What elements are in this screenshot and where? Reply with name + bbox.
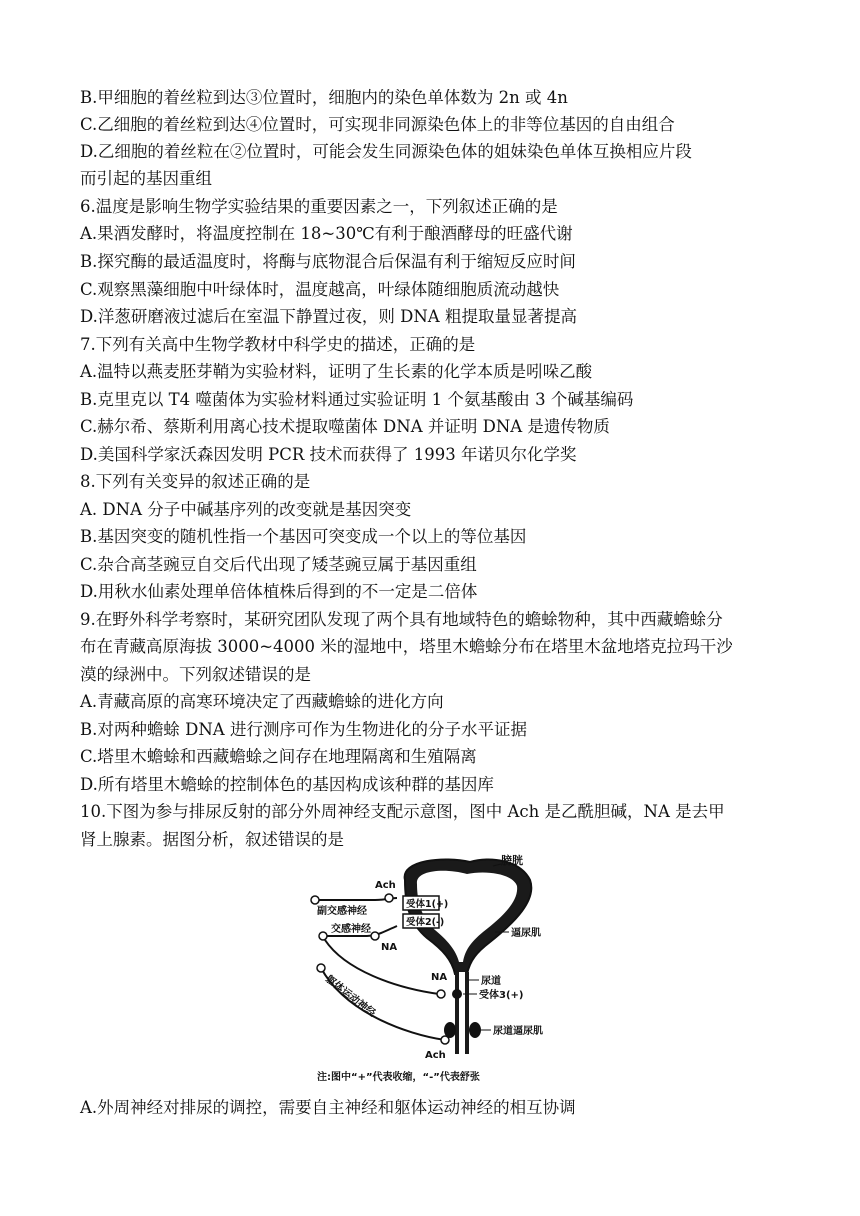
label-ach-bottom: Ach [425, 1050, 446, 1061]
text-line: 布在青藏高原海拔 3000~4000 米的湿地中，塔里木蟾蜍分布在塔里木盆地塔克拉玛干沙 [80, 637, 733, 656]
receptor3-dot [452, 989, 462, 999]
text-line: C.乙细胞的着丝粒到达④位置时，可实现非同源染色体上的非等位基因的自由组合 [80, 115, 675, 134]
somatic-node [317, 964, 325, 972]
label-ach-top: Ach [375, 880, 396, 891]
question-7-stem: 7.下列有关高中生物学教材中科学史的描述，正确的是 [80, 335, 476, 354]
text-line: B.克里克以 T4 噬菌体为实验材料通过实验证明 1 个氨基酸由 3 个碱基编码 [80, 390, 634, 409]
label-na-mid: NA [431, 972, 448, 983]
label-receptor3: 受体3(+) [479, 990, 524, 1001]
sympathetic-node [319, 932, 327, 940]
label-na-left: NA [381, 942, 398, 953]
text-line: A.温特以燕麦胚芽鞘为实验材料，证明了生长素的化学本质是吲哚乙酸 [80, 362, 593, 381]
label-detrusor: 逼尿肌 [511, 928, 541, 939]
text-line: B.探究酶的最适温度时，将酶与底物混合后保温有利于缩短反应时间 [80, 252, 576, 271]
text-line: B.甲细胞的着丝粒到达③位置时，细胞内的染色单体数为 2n 或 4n [80, 88, 568, 107]
text-line: B.对两种蟾蜍 DNA 进行测序可作为生物进化的分子水平证据 [80, 720, 527, 739]
na-terminal-left [371, 932, 379, 940]
question-6-stem: 6.温度是影响生物学实验结果的重要因素之一，下列叙述正确的是 [80, 197, 558, 216]
label-somatic: 躯体运动神经 [323, 973, 378, 1020]
label-receptor2: 受体2(-) [406, 917, 445, 928]
text-line: 漠的绿洲中。下列叙述错误的是 [80, 665, 311, 684]
text-line: D.用秋水仙素处理单倍体植株后得到的不一定是二倍体 [80, 582, 478, 601]
text-line: D.所有塔里木蟾蜍的控制体色的基因构成该种群的基因库 [80, 775, 494, 794]
question-10-stem: 10.下图为参与排尿反射的部分外周神经支配示意图，图中 Ach 是乙酰胆碱，NA 是去甲 [80, 802, 725, 821]
text-line: A.青藏高原的高寒环境决定了西藏蟾蜍的进化方向 [80, 692, 444, 711]
figure-note: 注:图中“+”代表收缩，“-”代表舒张 [317, 1072, 480, 1083]
micturition-nerve-diagram [305, 852, 575, 1084]
text-line: D.乙细胞的着丝粒在②位置时，可能会发生同源染色体的姐妹染色单体互换相应片段 [80, 142, 692, 161]
label-sphincter: 尿道逼尿肌 [493, 1026, 543, 1037]
label-sympathetic: 交感神经 [331, 924, 371, 935]
text-line: A.果酒发酵时，将温度控制在 18~30℃有利于酿酒酵母的旺盛代谢 [80, 224, 573, 243]
text-line: C.杂合高茎豌豆自交后代出现了矮茎豌豆属于基因重组 [80, 555, 477, 574]
text-line: C.赫尔希、蔡斯利用离心技术提取噬菌体 DNA 并证明 DNA 是遗传物质 [80, 417, 610, 436]
text-line: C.塔里木蟾蜍和西藏蟾蜍之间存在地理隔离和生殖隔离 [80, 747, 477, 766]
label-parasympathetic: 副交感神经 [317, 906, 367, 917]
text-line: B.基因突变的随机性指一个基因可突变成一个以上的等位基因 [80, 527, 527, 546]
text-line: C.观察黑藻细胞中叶绿体时，温度越高，叶绿体随细胞质流动越快 [80, 280, 560, 299]
parasympathetic-node [311, 896, 319, 904]
text-line: D.洋葱研磨液过滤后在室温下静置过夜，则 DNA 粗提取量显著提高 [80, 307, 577, 326]
question-8-stem: 8.下列有关变异的叙述正确的是 [80, 472, 311, 491]
urethra-lumen [459, 972, 465, 1054]
text-line: 肾上腺素。据图分析，叙述错误的是 [80, 830, 344, 849]
sphincter-muscle-left [444, 1022, 456, 1038]
text-line: 而引起的基因重组 [80, 169, 212, 188]
question-9-stem: 9.在野外科学考察时，某研究团队发现了两个具有地域特色的蟾蜍物种，其中西藏蟾蜍分 [80, 610, 723, 629]
ach-terminal-top [385, 894, 393, 902]
label-receptor1: 受体1(+) [406, 899, 449, 910]
text-line: A.外周神经对排尿的调控，需要自主神经和躯体运动神经的相互协调 [80, 1098, 576, 1117]
label-bladder: 膀胱 [501, 854, 523, 867]
somatic-fiber [321, 968, 448, 1040]
diagram-svg [305, 852, 575, 1084]
label-urethra: 尿道 [481, 976, 501, 987]
na-terminal-mid [437, 990, 445, 998]
sphincter-muscle [469, 1022, 481, 1038]
text-line: D.美国科学家沃森因发明 PCR 技术而获得了 1993 年诺贝尔化学奖 [80, 445, 577, 464]
text-line: A. DNA 分子中碱基序列的改变就是基因突变 [80, 500, 412, 519]
